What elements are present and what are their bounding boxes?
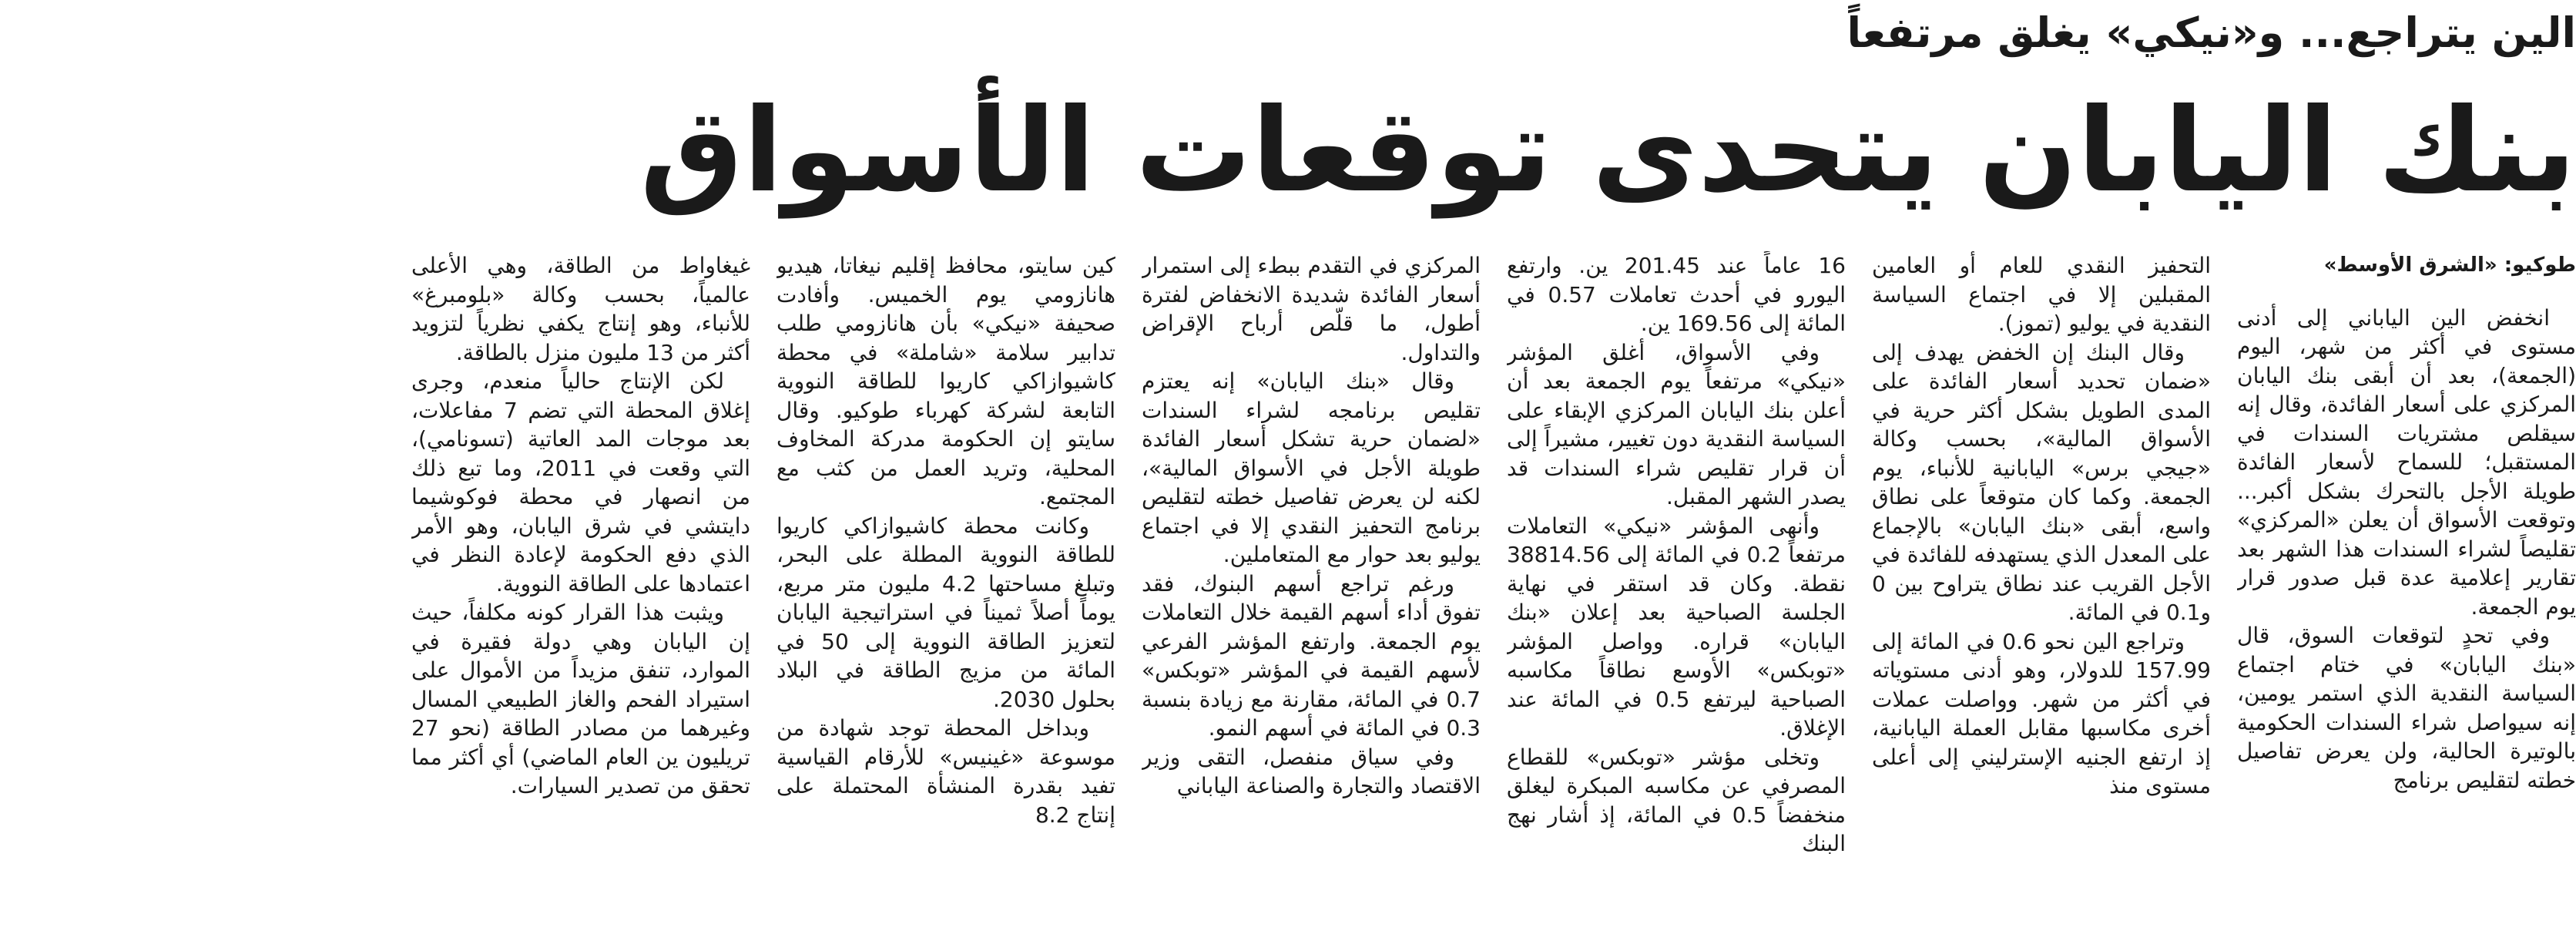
article-body [0, 251, 2576, 928]
article-column-1 [2237, 251, 2576, 926]
article-byline: طوكيو: «الشرق الأوسط» [2323, 254, 2576, 277]
article-headline: بنك اليابان يتحدى توقعات الأسواق [639, 84, 2576, 218]
paragraph: ورغم تراجع أسهم البنوك، فقد تفوق أداء أسهم القيمة خلال التعاملات يوم الجمعة. وارتفع المؤشر الفرعي لأسهم القيمة في المؤشر «توبكس» 0.7 في المائة، مقارنة مع زيادة بنسبة 0.3 في المائة في أسهم النمو. [1142, 570, 1481, 741]
paragraph: وقال البنك إن الخفض يهدف إلى «ضمان تحديد أسعار الفائدة على المدى الطويل بشكل أكثر حرية في الأسواق المالية»، بحسب وكالة «جيجي برس» اليابانية للأنباء، يوم الجمعة. وكما كان متوقعاً على نطاق واسع، أبقى «بنك اليابان» بالإجماع على المعدل الذي يستهدفه للفائدة في الأجل القريب عند نطاق يتراوح بين 0 و0.1 في المائة. [1872, 339, 2211, 625]
article-column-2 [1872, 251, 2211, 926]
paragraph: غيغاواط من الطاقة، وهي الأعلى عالمياً، بحسب وكالة «بلومبرغ» للأنباء، وهو إنتاج يكفي نظرياً لتزويد أكثر من 13 مليون منزل بالطاقة. [411, 253, 750, 365]
paragraph: لكن الإنتاج حالياً منعدم، وجرى إغلاق المحطة التي تضم 7 مفاعلات، بعد موجات المد العاتية (تسونامي)، التي وقعت في 2011، وما تبع ذلك من انصهار في محطة فوكوشيما دايتشي في شرق اليابان، وهو الأمر الذي دفع الحكومة لإعادة النظر في اعتمادها على الطاقة النووية. [411, 368, 750, 597]
paragraph: المركزي في التقدم ببطء إلى استمرار أسعار الفائدة شديدة الانخفاض لفترة أطول، ما قلّص أرباح الإقراض والتداول. [1142, 253, 1481, 365]
paragraph: وفي تحدٍ لتوقعات السوق، قال «بنك اليابان» في ختام اجتماع السياسة النقدية الذي استمر يومين، إنه سيواصل شراء السندات الحكومية بالوتيرة الحالية، ولن يعرض تفاصيل خطته لتقليص برنامج [2237, 623, 2576, 793]
paragraph: 16 عاماً عند 201.45 ين. وارتفع اليورو في أحدث تعاملات 0.57 في المائة إلى 169.56 ين. [1507, 253, 1846, 336]
paragraph: وأنهى المؤشر «نيكي» التعاملات مرتفعاً 0.2 في المائة إلى 38814.56 نقطة. وكان قد استقر في نهاية الجلسة الصباحية بعد إعلان «بنك اليابان» قراره. وواصل المؤشر «توبكس» الأوسع نطاقاً مكاسبه الصباحية ليرتفع 0.5 في المائة عند الإغلاق. [1507, 513, 1846, 741]
paragraph: وتراجع الين نحو 0.6 في المائة إلى 157.99 للدولار، وهو أدنى مستوياته في أكثر من شهر. وواصلت عملات أخرى مكاسبها مقابل العملة اليابانية، إذ ارتفع الجنيه الإسترليني إلى أعلى مستوى منذ [1872, 628, 2211, 798]
paragraph: كين سايتو، محافظ إقليم نيغاتا، هيديو هانازومي يوم الخميس. وأفادت صحيفة «نيكي» بأن هانازومي طلب تدابير سلامة «شاملة» في محطة كاشيوازاكي كاريوا للطاقة النووية التابعة لشركة كهرباء طوكيو. وقال سايتو إن الحكومة مدركة المخاوف المحلية، وتريد العمل من كثب مع المجتمع. [776, 253, 1115, 509]
paragraph: التحفيز النقدي للعام أو العامين المقبلين إلا في اجتماع السياسة النقدية في يوليو (تموز). [1872, 253, 2211, 336]
paragraph: ويثبت هذا القرار كونه مكلفاً، حيث إن اليابان وهي دولة فقيرة في الموارد، تنفق مزيداً من الأموال على استيراد الفحم والغاز الطبيعي المسال وغيرهما من مصادر الطاقة (نحو 27 تريليون ين العام الماضي) أي أكثر مما تحقق من تصدير السيارات. [411, 600, 750, 798]
article-kicker: الين يتراجع... و«نيكي» يغلق مرتفعاً [1846, 8, 2576, 57]
paragraph: وبداخل المحطة توجد شهادة من موسوعة «غينيس» للأرقام القياسية تفيد بقدرة المنشأة المحتملة على إنتاج 8.2 [776, 715, 1115, 828]
article-column-4 [1142, 251, 1481, 926]
paragraph: انخفض الين الياباني إلى أدنى مستوى في أكثر من شهر، اليوم (الجمعة)، بعد أن أبقى بنك اليابان المركزي على أسعار الفائدة، وقال إنه سيقلص مشتريات السندات في المستقبل؛ للسماح لأسعار الفائدة طويلة الأجل بالتحرك بشكل أكبر... وتوقعت الأسواق أن يعلن «المركزي» تقليصاً لشراء السندات هذا الشهر بعد تقارير إعلامية عدة قبل صدور قرار يوم الجمعة. [2237, 304, 2576, 620]
article-column-5 [776, 251, 1115, 926]
article-column-6 [411, 251, 750, 926]
paragraph: وتخلى مؤشر «توبكس» للقطاع المصرفي عن مكاسبه المبكرة ليغلق منخفضاً 0.5 في المائة، إذ أشار نهج البنك [1507, 744, 1846, 856]
paragraph: وفي الأسواق، أغلق المؤشر «نيكي» مرتفعاً يوم الجمعة بعد أن أعلن بنك اليابان المركزي الإبقاء على السياسة النقدية دون تغيير، مشيراً إلى أن قرار تقليص شراء السندات قد يصدر الشهر المقبل. [1507, 339, 1846, 509]
paragraph: وقال «بنك اليابان» إنه يعتزم تقليص برنامجه لشراء السندات «لضمان حرية تشكل أسعار الفائدة طويلة الأجل في الأسواق المالية»، لكنه لن يعرض تفاصيل خطته لتقليص برنامج التحفيز النقدي إلا في اجتماع يوليو بعد حوار مع المتعاملين. [1142, 368, 1481, 567]
article-column-3 [1507, 251, 1846, 926]
paragraph: وفي سياق منفصل، التقى وزير الاقتصاد والتجارة والصناعة الياباني [1142, 744, 1481, 798]
paragraph: وكانت محطة كاشيوازاكي كاريوا للطاقة النووية المطلة على البحر، وتبلغ مساحتها 4.2 مليون متر مربع، يوماً أصلاً ثميناً في استراتيجية اليابان لتعزيز الطاقة النووية إلى 50 في المائة من مزيج الطاقة في البلاد بحلول 2030. [776, 513, 1115, 712]
